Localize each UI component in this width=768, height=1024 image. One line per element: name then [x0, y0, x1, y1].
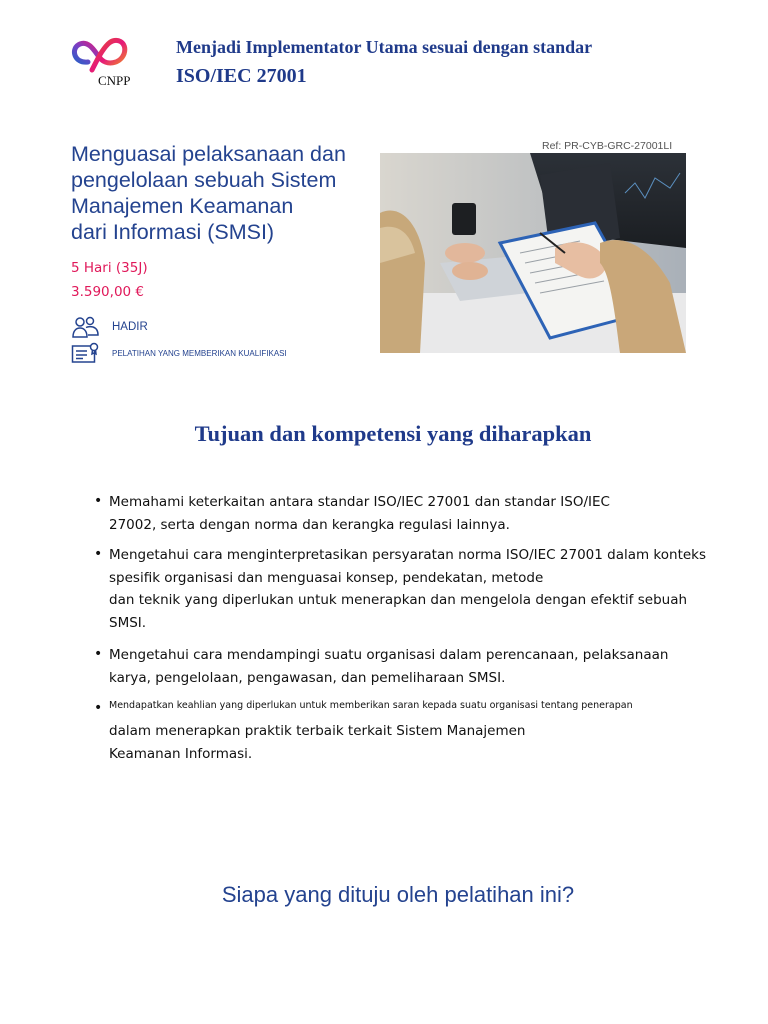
course-photo [380, 153, 686, 353]
list-item [109, 644, 768, 689]
list-item-line: Mengetahui cara menginterpretasikan persyaratan norma ISO/IEC 27001 dalam konteks [109, 547, 707, 563]
header-title-line2: ISO/IEC 27001 [176, 65, 307, 87]
list-item-line: SMSI. [109, 614, 147, 631]
bullet-icon: • [94, 700, 103, 716]
badge-attendance [71, 315, 148, 339]
section-title-audience: Siapa yang dituju oleh pelatihan ini? [221, 882, 575, 907]
bullet-icon: • [94, 546, 103, 562]
list-item-line: Mengetahui cara mendampingi suatu organisasi dalam perencanaan, pelaksanaan [109, 647, 669, 663]
list-item [109, 491, 768, 536]
course-title-line: Manajemen Keamanan [71, 194, 294, 218]
course-title [71, 141, 381, 245]
people-icon [71, 315, 100, 339]
list-item-line: Mendapatkan keahlian yang diperlukan untuk memberikan saran kepada suatu organisasi tentang penerapan [109, 700, 633, 711]
badge-qualification [71, 342, 287, 364]
course-title-line: Menguasai pelaksanaan dan [71, 142, 346, 166]
logo-text: CNPP [98, 73, 131, 88]
list-item-line: Memahami keterkaitan antara standar ISO/IEC 27001 dan standar ISO/IEC [109, 494, 610, 510]
bullet-icon: • [94, 493, 103, 509]
list-item-line: spesifik organisasi dan menguasai konsep, pendekatan, metode [109, 569, 544, 586]
header-title-line1: Menjadi Implementator Utama sesuai dengan standar [176, 37, 593, 57]
course-title-line: pengelolaan sebuah Sistem [71, 168, 337, 192]
list-item-line: 27002, serta dengan norma dan kerangka regulasi lainnya. [109, 516, 510, 533]
cnpp-logo [68, 34, 138, 90]
course-duration: 5 Hari (35J) [71, 260, 148, 276]
section-title-objectives: Tujuan dan kompetensi yang diharapkan [194, 421, 592, 446]
badge-label: HADIR [112, 321, 148, 333]
badge-label: PELATIHAN YANG MEMBERIKAN KUALIFIKASI [112, 348, 287, 358]
course-reference: Ref: PR-CYB-GRC-27001LI [542, 140, 673, 152]
course-price: 3.590,00 € [71, 284, 144, 300]
list-item-line: karya, pengelolaan, pengawasan, dan pemeliharaan SMSI. [109, 669, 506, 686]
list-item [109, 544, 768, 634]
list-item [109, 698, 768, 765]
list-item-line: Keamanan Informasi. [109, 745, 253, 762]
infinity-logo-icon [68, 34, 132, 74]
list-item-line: dalam menerapkan praktik terbaik terkait Sistem Manajemen [109, 723, 526, 739]
bullet-icon: • [94, 646, 103, 662]
course-title-line: dari Informasi (SMSI) [71, 220, 275, 244]
list-item-line: dan teknik yang diperlukan untuk menerapkan dan mengelola dengan efektif sebuah [109, 592, 688, 608]
certificate-icon [71, 342, 100, 364]
